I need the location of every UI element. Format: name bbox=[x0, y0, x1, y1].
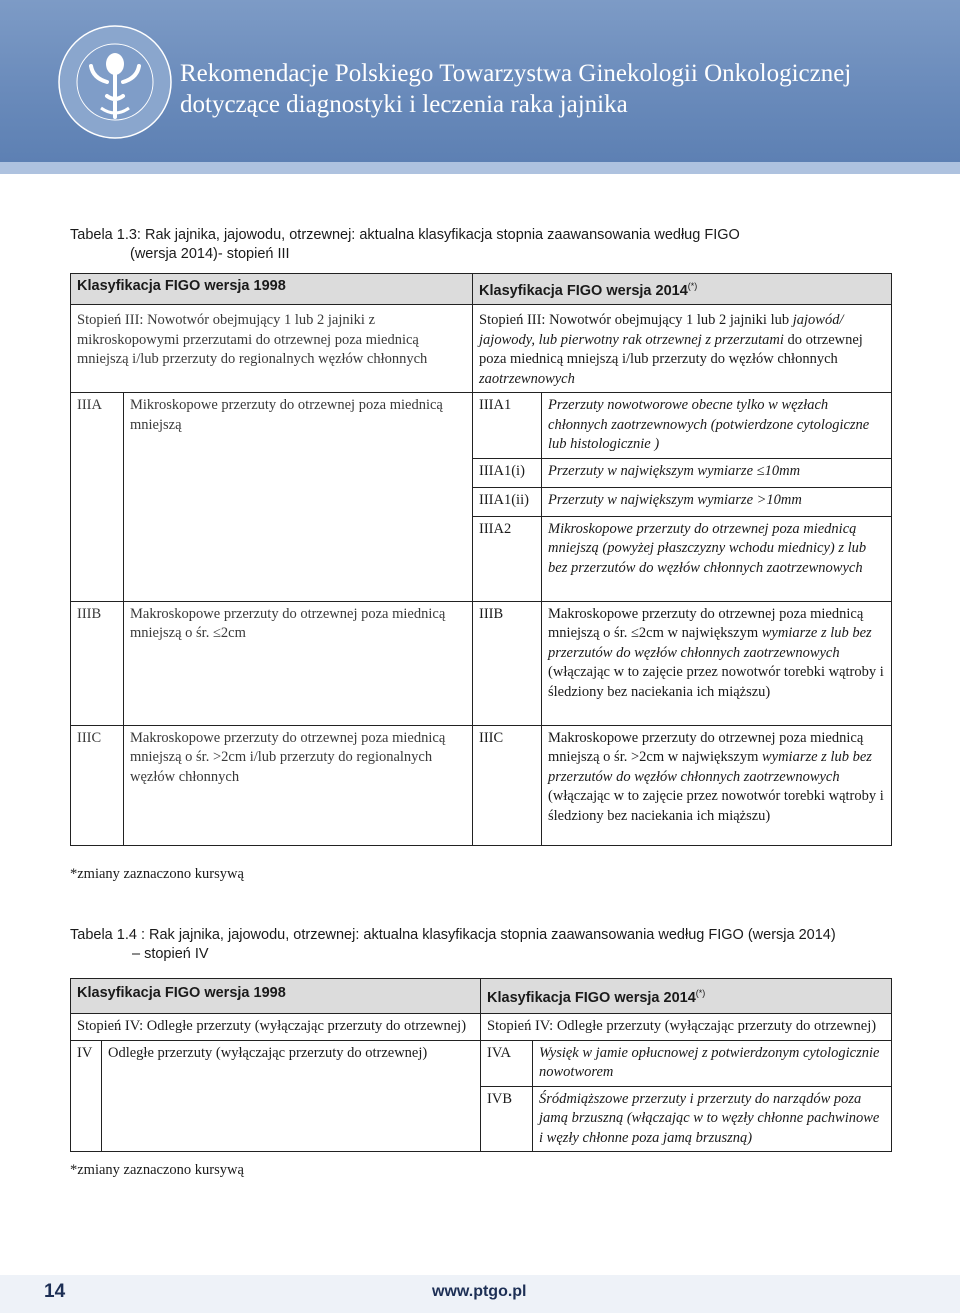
stage-code-IIIB-2014: IIIB bbox=[473, 601, 542, 725]
table13-header-right-text: Klasyfikacja FIGO wersja 2014 bbox=[479, 282, 688, 299]
stage-code-IIIA2: IIIA2 bbox=[473, 516, 542, 601]
stage-text-IIIB-c: (włączając w to zajęcie przez nowotwór torebki wątroby i śledziony bez naciekania ich miąższu) bbox=[548, 664, 884, 700]
stage-code-IIIC-1998: IIIC bbox=[71, 725, 124, 845]
footer-url-link[interactable]: www.ptgo.pl bbox=[432, 1283, 527, 1300]
stage-code-IVA: IVA bbox=[481, 1040, 533, 1086]
header-title bbox=[180, 58, 851, 120]
table14-header-right bbox=[481, 979, 892, 1014]
table13-header-right-sup: (*) bbox=[687, 281, 698, 291]
table13-header-row bbox=[71, 274, 892, 305]
table13-right-intro-c: do otrzewnej poza miednicą mniejszą i/lub przerzuty do węzłów chłonnych bbox=[479, 331, 863, 368]
table13-header-right bbox=[473, 274, 892, 305]
table13-right-intro-d: zaotrzewnowych bbox=[479, 370, 575, 387]
stage-text-IIIA1i: Przerzuty w największym wymiarze ≤10mm bbox=[542, 458, 892, 487]
stage-text-IIIC-b: wymiarze z lub bez przerzutów do węzłów chłonnych zaotrzewnowych bbox=[548, 749, 872, 785]
stage-code-IIIB-1998: IIIB bbox=[71, 601, 124, 725]
table13-header-left: Klasyfikacja FIGO wersja 1998 bbox=[71, 274, 473, 305]
stage-text-IIIC-1998: Makroskopowe przerzuty do otrzewnej poza miednicą mniejszą o śr. >2cm i/lub przerzuty do regionalnych węzłów chłonnych bbox=[124, 725, 473, 845]
stage-text-IIIA1ii: Przerzuty w największym wymiarze >10mm bbox=[542, 487, 892, 516]
stage-text-IVB: Śródmiąższowe przerzuty i przerzuty do narządów poza jamą brzuszną (włączając w to węzły chłonne pachwinowe i węzły chłonne poza jamą brzuszną) bbox=[533, 1086, 892, 1152]
page-footer bbox=[0, 1275, 960, 1313]
stage-text-IIIA2-b: mniejszą (powyżej płaszczyzny wchodu miednicy) z lub bez przerzutów do węzłów chłonnych zaotrzewnowych bbox=[548, 540, 867, 576]
stage-text-IIIA-1998: Mikroskopowe przerzuty do otrzewnej poza miednicą mniejszą bbox=[124, 393, 473, 602]
page-header bbox=[0, 0, 960, 162]
page-number: 14 bbox=[44, 1281, 66, 1302]
table13-right-intro-a: Stopień III: Nowotwór obejmujący 1 lub 2 jajniki lub bbox=[479, 312, 793, 329]
stage-code-IIIA1: IIIA1 bbox=[473, 393, 542, 459]
stage-text-IIIA1: Przerzuty nowotworowe obecne tylko w węzłach chłonnych zaotrzewnowych (potwierdzone cytologiczne lub histologicznie ) bbox=[542, 393, 892, 459]
table13-left-intro: Stopień III: Nowotwór obejmujący 1 lub 2 jajniki z mikroskopowymi przerzutami do otrzewnej poza miednicą mniejszą i/lub przerzuty do regionalnych węzłów chłonnych bbox=[71, 305, 473, 393]
table14-header-right-sup: (*) bbox=[695, 988, 706, 998]
header-title-line1: Rekomendacje Polskiego Towarzystwa Ginekologii Onkologicznej bbox=[180, 60, 852, 87]
stage-text-IIIA2 bbox=[542, 516, 892, 601]
stage-text-IIIB-a: Makroskopowe przerzuty do otrzewnej poza miednicą mniejszą o śr. ≤2cm w największym bbox=[548, 605, 864, 642]
table13 bbox=[70, 273, 892, 846]
header-title-line2: dotyczące diagnostyki i leczenia raka jajnika bbox=[180, 91, 628, 118]
table-row bbox=[71, 725, 892, 845]
stage-text-IIIB-b: wymiarze z lub bez przerzutów do węzłów chłonnych zaotrzewnowych bbox=[548, 625, 872, 661]
table14-caption bbox=[70, 926, 836, 964]
table14-note: *zmiany zaznaczono kursywą bbox=[70, 1162, 244, 1178]
table14-header-right-text: Klasyfikacja FIGO wersja 2014 bbox=[487, 989, 696, 1006]
stage-text-IVA: Wysięk w jamie opłucnowej z potwierdzonym cytologicznie nowotworem bbox=[533, 1040, 892, 1086]
stage-code-IIIA1i: IIIA1(i) bbox=[473, 458, 542, 487]
stage-code-IVB: IVB bbox=[481, 1086, 533, 1152]
table13-caption-line1: Tabela 1.3: Rak jajnika, jajowodu, otrzewnej: aktualna klasyfikacja stopnia zaawansowania według FIGO bbox=[70, 227, 740, 243]
stage-code-IV-1998: IV bbox=[71, 1040, 102, 1152]
table13-intro-row bbox=[71, 305, 892, 393]
ptgo-logo-icon bbox=[55, 22, 175, 142]
stage-text-IIIC-a: Makroskopowe przerzuty do otrzewnej poza miednicą mniejszą o śr. >2cm w największym bbox=[548, 729, 864, 766]
table14-caption-line1: Tabela 1.4 : Rak jajnika, jajowodu, otrzewnej: aktualna klasyfikacja stopnia zaawansowania według FIGO (wersja 2014) bbox=[70, 927, 836, 943]
stage-code-IIIC-2014: IIIC bbox=[473, 725, 542, 845]
header-strip bbox=[0, 162, 960, 174]
stage-text-IIIB-2014 bbox=[542, 601, 892, 725]
stage-text-IV-1998: Odległe przerzuty (wyłączając przerzuty do otrzewnej) bbox=[102, 1040, 481, 1152]
table13-right-intro-b: jajowód/ jajowody, lub pierwotny rak otrzewnej z przerzutami bbox=[479, 312, 844, 348]
stage-code-IIIA1ii: IIIA1(ii) bbox=[473, 487, 542, 516]
table14 bbox=[70, 978, 892, 1152]
stage-text-IIIC-2014 bbox=[542, 725, 892, 845]
stage-code-IIIA-1998: IIIA bbox=[71, 393, 124, 602]
table14-caption-line2: – stopień IV bbox=[132, 946, 209, 962]
table-row bbox=[71, 1040, 892, 1086]
stage-text-IIIB-1998: Makroskopowe przerzuty do otrzewnej poza miednicą mniejszą o śr. ≤2cm bbox=[124, 601, 473, 725]
table13-right-intro bbox=[473, 305, 892, 393]
table14-left-intro: Stopień IV: Odległe przerzuty (wyłączając przerzuty do otrzewnej) bbox=[71, 1014, 481, 1041]
table14-header-row bbox=[71, 979, 892, 1014]
table14-right-intro: Stopień IV: Odległe przerzuty (wyłączając przerzuty do otrzewnej) bbox=[481, 1014, 892, 1041]
stage-text-IIIA2-a: Mikroskopowe przerzuty do otrzewnej poza miednicą bbox=[548, 520, 857, 537]
table14-intro-row bbox=[71, 1014, 892, 1041]
table13-note: *zmiany zaznaczono kursywą bbox=[70, 866, 244, 882]
table14-header-left: Klasyfikacja FIGO wersja 1998 bbox=[71, 979, 481, 1014]
table-row bbox=[71, 393, 892, 459]
table13-caption bbox=[70, 226, 740, 264]
table-row bbox=[71, 601, 892, 725]
table13-caption-line2: (wersja 2014)- stopień III bbox=[130, 246, 290, 262]
stage-text-IIIC-c: (włączając w to zajęcie przez nowotwór torebki wątroby i śledziony bez naciekania ich miąższu) bbox=[548, 788, 884, 824]
